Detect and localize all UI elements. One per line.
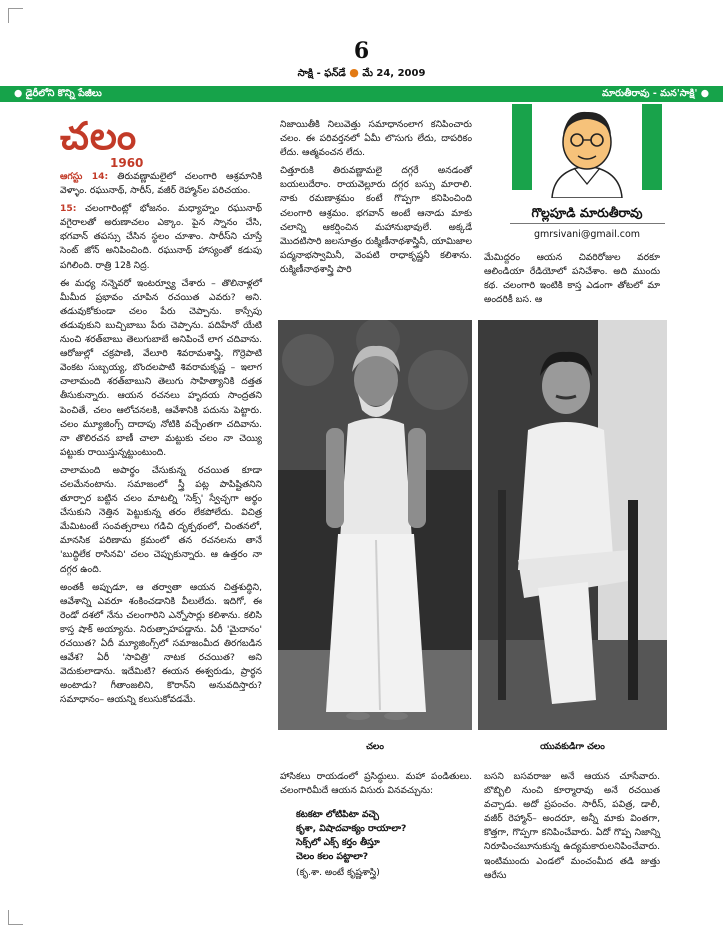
poem-note: (కృ.శా. అంటే కృష్ణశాస్త్రి) <box>296 867 380 878</box>
poem-line: కృశా, విషాదవాక్యం రాయాలా? <box>296 823 407 834</box>
crop-mark-top-left <box>8 8 23 23</box>
photo-young-chalam <box>478 320 667 730</box>
crop-mark-bottom-left <box>8 910 23 925</box>
paragraph: నిజాయితీకి నిలువెత్తు సమాధానంలాగ కనిపించారు చలం. ఈ పరివర్తనలో ఏమీ లొసుగు లేదు, దాపరికం లేదు. ఆత్మవంచన లేదు. <box>280 119 472 159</box>
separator-dot-icon: ● <box>349 66 359 79</box>
caption-right: యువకుడిగా చలం <box>540 742 605 752</box>
author-name: గొల్లపూడి మారుతీరావు <box>531 205 643 220</box>
poem-line: చెలం కలం పట్టాలా? <box>296 851 369 862</box>
column-3-top <box>484 251 660 311</box>
poem-line: సెక్స్‌లో ఎక్స్ కర్తం తీస్తూ <box>296 837 380 848</box>
paragraph: బసని బసవరాజు అనే ఆయన చూసేవారు. బొబ్బిలి నుంచి కూర్మారావు అనే రచయిత వచ్చాడు. అదో ప్రపంచం. సారీస్, పవిత్ర, డాలీ, వజీర్ రెహ్మాన్– అందరూ, అన్నీ మాకు వింతగా, కొత్తగా, గొప్పగా కనిపించేవారు. ఏదో గొప్ప నిజాన్ని నిరూపించబూనుకున్న ఉద్యమకారులనిపించేవారు. ఇంటిముందు ఎండలో మంచంమీద తడి జుత్తు ఆరేసు <box>484 771 660 881</box>
poem-line: కటకటా లోటిపిటా వచ్చె <box>296 809 380 820</box>
paragraph: ఆగస్టు 14: తిరువణ్ణామలైలో చలంగారి ఆశ్రమానికి వెళ్ళాం. రఘునాథ్, సారీస్, వజీర్ రెహ్మాన్‌ల పరిచయం. <box>60 171 262 197</box>
paragraph: చాలామంది అపార్థం చేసుకున్న రచయిత కూడా చలమేనంటాను. సమాజంలో స్త్రీ పట్ల పాపిష్టితనిని తూర్పార బట్టిన చలం మాటల్ని 'సెక్స్' స్వేచ్ఛగా అర్థం చేసుకుని నెత్తిన పెట్టుకున్న తరం లేకపోలేదు. విచిత్ర మేమిటంటే సంవత్సరాలు గడిచి దృక్పథంలో, చింతనలో, మానసిక పరిణామ క్రమంలో తన రచనలను తానే 'బుద్ధిలేక రాసినవి' చలం చెప్పుకున్నారు. ఆ ఉత్తరం నా దగ్గర ఉంది. <box>60 464 262 575</box>
paragraph: ఈ మధ్య నన్నెవరో ఇంటర్వ్యూ చేశారు – తొలినాళ్లలో మీమీద ప్రభావం చూపిన రచయిత ఎవరు? అని. తడువుకోకుండా చలం పేరు చెప్పాను. కాస్సేపు తడువుకుని బుచ్చిబాబు పేరు చెప్పాను. పదిహేనో యేటి నుంచి శరత్‌బాబు తెలుగుబాబే అనిపించే లాగ చదివాను. ఆరోజుల్లో చక్రపాణి, వేలూరి శివరామశాస్త్రి, గొర్రెపాటి వెంకట సుబ్బయ్య, బొందలపాటి శివరామకృష్ణ – ఇలాగ చాలామంది శరత్‌బాబుని తెలుగు సాహిత్యానికి దత్తత తీసుకున్నారు. ఆయన రచనలు హృదయ సాంద్రతని పెంచితే, చలం ఆలోచనలకి, ఆవేశానికి పదును పెట్టారు. చలం మ్యూజింగ్స్ దాదాపు నోటికి వచ్చేంతగా చదివాను. నా తొలిరచన బాణీ చాలా మట్టుకు చలం నా చెయ్యి పట్టుకు రాయిస్తున్నట్టుంటుంది. <box>60 277 262 458</box>
section-band <box>0 86 723 102</box>
author-bar-left <box>512 104 532 190</box>
paragraph: అంతకీ అప్పుడూ, ఆ తర్వాతా ఆయన చిత్తశుద్ధిని, ఆవేశాన్ని ఎవరూ శంకించడానికి వీలులేదు. ఇదిగో, ఈ రెండో దశలో నేను చలంగారిని ఎన్నోసార్లు కలిశాను. కలిసి కాస్త షాక్ అయ్యాను. నిరుత్సాహపడ్డాను. ఏరీ 'మైదానం' రచయిత? ఏదీ మ్యూజింగ్స్‌లో సమాజంమీద తిరగబడిన ఆవేశ? ఏరీ 'సావిత్రి' నాటక రచయిత? అని వెదుకులాడాను. ఇదేమిటి? ఈయన ఈశ్వరుడు, ప్రార్థన అంటాడు? గీతాంజలిని, కొరాన్‌ని అనువదిస్తారు? సమాధానం– ఆయన్ని కలుసుకోవడమే. <box>60 581 262 706</box>
date-line <box>0 66 723 81</box>
page-number: 6 <box>353 38 370 64</box>
paragraph: చిత్తూరుకి తిరువణ్ణామలై దగ్గరే అనడంతో బయలుదేరాం. రాయవెల్లూరు దగ్గర బస్సు మారాలి. నాకు రమణాశ్రమం కంటే గొప్పగా కనిపించింది చలంగారి ఆశ్రమం. భగవాన్ అంటే ఆనాడు మాకు చలాన్ని ఆకర్షించిన మహానుభావులే. అక్కడే మొదటిసారి జలసూత్రం రుక్మిణీనాథశాస్త్రినీ, యామిజాల పద్మనాభస్వామినీ, వెంపటి రాధాకృష్ణనీ కలిశాను. రుక్మిణీనాథశాస్త్రి పారి <box>280 165 472 275</box>
publication-date: మే 24, 2009 <box>362 68 426 79</box>
poem <box>296 808 472 880</box>
paragraph: మేమిద్దరం ఆయన చివరిరోజుల వరకూ ఆలిండియా రేడియోలో పనిచేశాం. అది ముందు కథ. చలంగారి ఇంటికి కాస్త ఎడంగా తోటలో మా అందరికీ బస. ఆ <box>484 252 660 306</box>
photo-chalam <box>278 320 472 730</box>
section-band-right: మారుతీరావు - మన'సాక్షి' ● <box>602 88 709 99</box>
column-2-bottom <box>280 770 472 802</box>
paragraph: హాసికలు రాయడంలో ప్రసిద్ధులు. మహా పండితులు. చలంగారిమీదే ఆయన విసురు వినవచ్చును: <box>280 771 472 797</box>
column-3-bottom <box>484 770 660 887</box>
author-bar-right <box>642 104 662 190</box>
publication-name: సాక్షి - ఫన్‌డే <box>297 68 346 79</box>
article-title: చలం <box>60 114 138 158</box>
author-portrait <box>534 104 640 198</box>
section-band-left: ● డైరీలోని కొన్ని పేజీలు <box>14 88 102 99</box>
article-year: 1960 <box>110 156 144 170</box>
author-email: gmrsivani@gmail.com <box>533 229 641 240</box>
caption-left: చలం <box>366 742 384 752</box>
paragraph: 15: చలంగారింట్లో భోజనం. మధ్యాహ్నం రఘునాథ్ వగైరాలతో అరుణాచలం ఎక్కాం. పైన స్నానం చేసి, భగవాన్ తపస్సు చేసిన స్థలం చూశాం. సారీస్‌ని చూస్తే సెంట్ జోన్ అనిపించింది. రఘునాథ్ హాస్యంతో కడుపు పగిలింది. రాత్రి 12కి నిద్ర. <box>60 203 262 271</box>
column-1 <box>60 170 262 711</box>
column-2-top <box>280 118 472 281</box>
